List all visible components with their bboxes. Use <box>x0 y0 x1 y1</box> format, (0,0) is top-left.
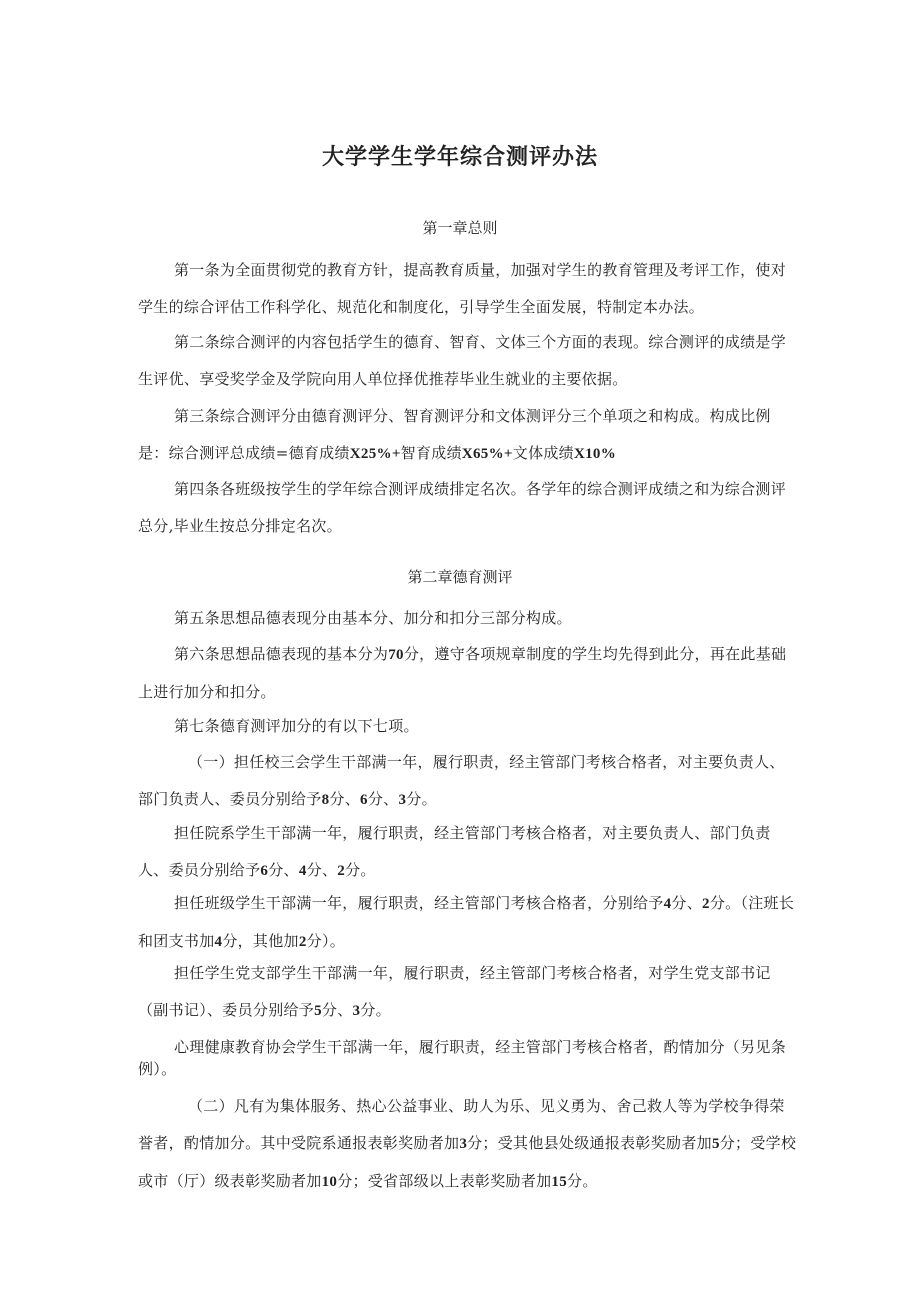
item-1-psych-association: 心理健康教育协会学生干部满一年，履行职责，经主管部门考核合格者，酌情加分（另见条例）。 <box>138 1038 787 1078</box>
document-title: 大学学生学年综合测评办法 <box>321 145 598 170</box>
article-5: 第五条思想品德表现分由基本分、加分和扣分三部分构成。 <box>174 609 572 627</box>
article-4: 第四条各班级按学生的学年综合测评成绩排定名次。各学年的综合测评成绩之和为综合测评总分,毕业生按总分排定名次。 <box>138 480 787 535</box>
article-1: 第一条为全面贯彻党的教育方针，提高教育质量，加强对学生的教育管理及考评工作，使对学生的综合评估工作科学化、规范化和制度化，引导学生全面发展，特制定本办法。 <box>138 261 787 316</box>
chapter-1-heading: 第一章总则 <box>422 219 498 237</box>
article-2: 第二条综合测评的内容包括学生的德育、智育、文体三个方面的表现。综合测评的成绩是学生评优、享受奖学金及学院向用人单位择优推荐毕业生就业的主要依据。 <box>138 333 787 388</box>
item-1-school-cadre: （一）担任校三会学生干部满一年，履行职责，经主管部门考核合格者，对主要负责人、部门负责人、委员分别给予8分、6分、3分。 <box>138 753 785 808</box>
item-1-class-cadre: 担任班级学生干部满一年，履行职责，经主管部门考核合格者，分别给予4分、2分。（注班长和团支书加4分，其他加2分）。 <box>138 894 795 950</box>
article-3: 第三条综合测评分由德育测评分、智育测评分和文体测评分三个单项之和构成。构成比例是：综合测评总成绩=德育成绩X25%+智育成绩X65%+文体成绩X10% <box>138 407 771 462</box>
article-7: 第七条德育测评加分的有以下七项。 <box>174 717 419 735</box>
article-6: 第六条思想品德表现的基本分为70分，遵守各项规章制度的学生均先得到此分，再在此基础上进行加分和扣分。 <box>138 645 787 701</box>
item-1-department-cadre: 担任院系学生干部满一年，履行职责，经主管部门考核合格者，对主要负责人、部门负责人、委员分别给予6分、4分、2分。 <box>138 824 771 879</box>
item-2-public-service: （二）凡有为集体服务、热心公益事业、助人为乐、见义勇为、舍己救人等为学校争得荣誉者，酌情加分。其中受院系通报表彰奖励者加3分；受其他县处级通报表彰奖励者加5分；受学校或市（厅）级表彰奖励者加10分；受省部级以上表彰奖励者加15分。 <box>138 1097 797 1190</box>
chapter-2-heading: 第二章德育测评 <box>407 568 513 586</box>
item-1-party-cadre: 担任学生党支部学生干部满一年，履行职责，经主管部门考核合格者，对学生党支部书记（副书记）、委员分别给予5分、3分。 <box>138 964 771 1019</box>
